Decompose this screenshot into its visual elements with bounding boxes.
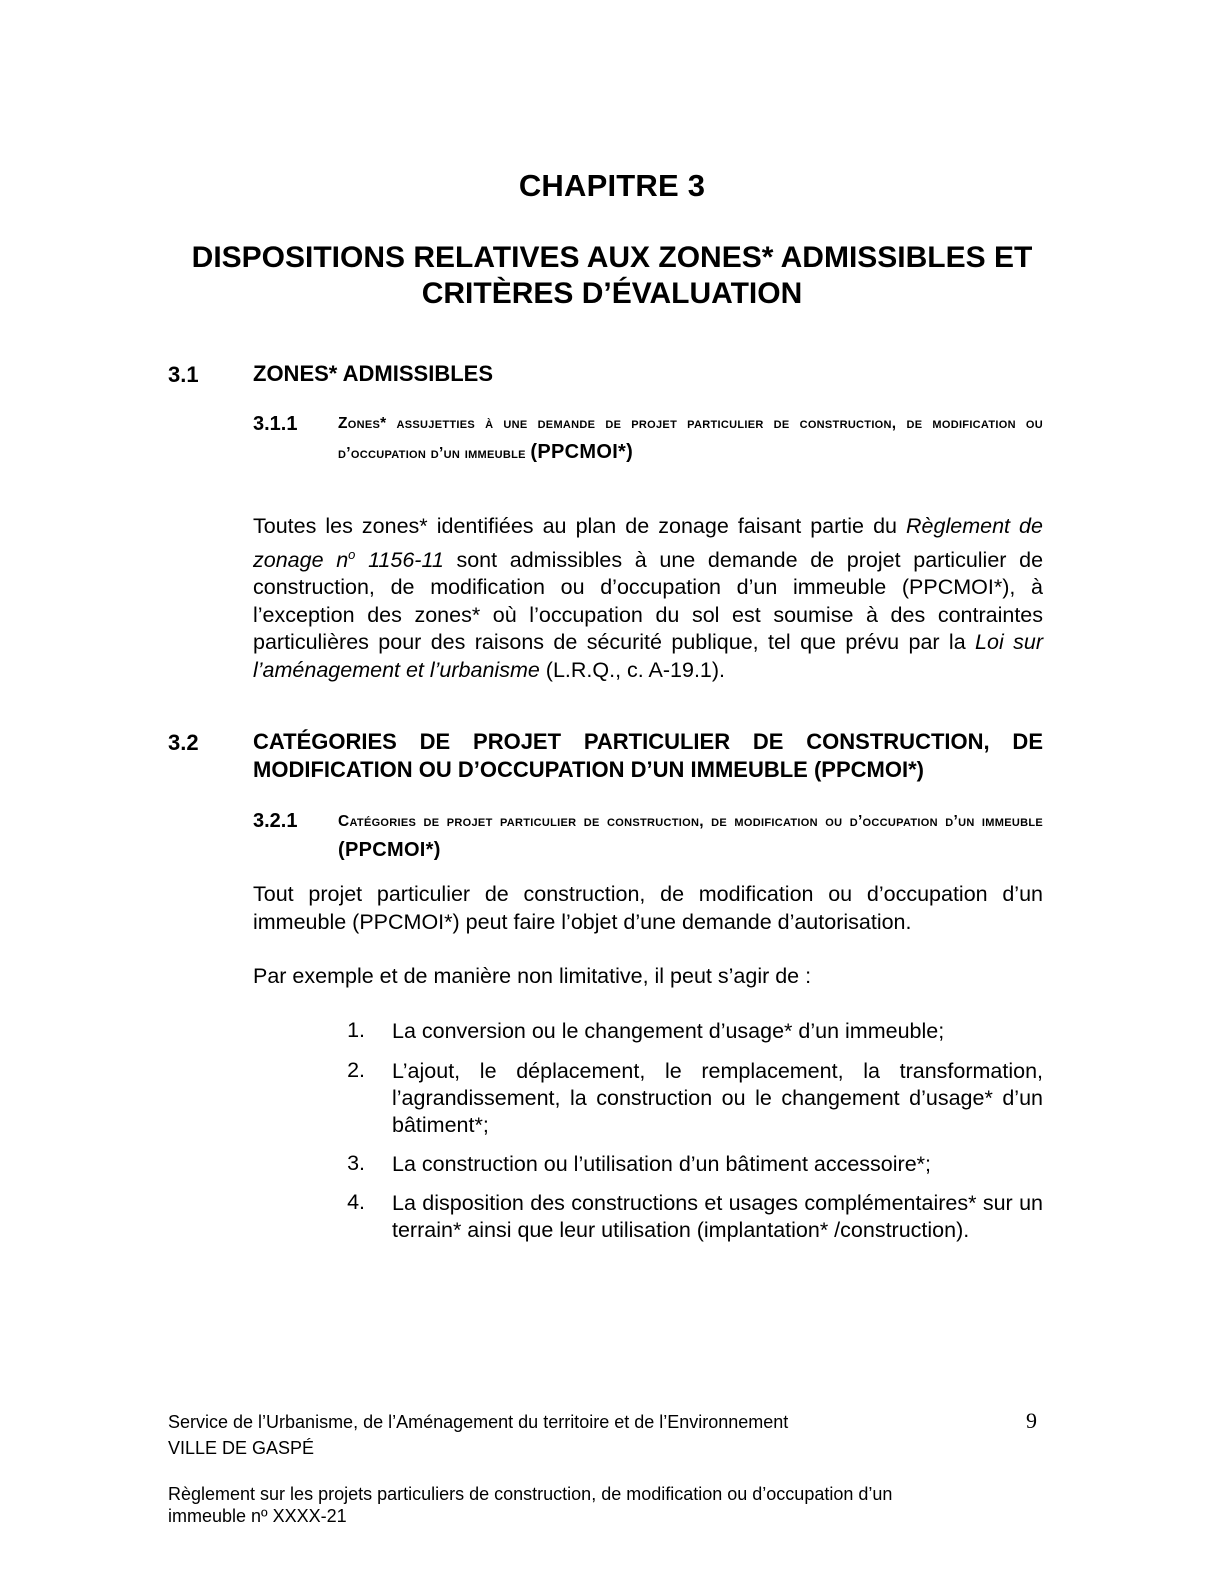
section-3-1-title: ZONES* ADMISSIBLES bbox=[253, 361, 493, 386]
chapter-label: CHAPITRE 3 bbox=[518, 168, 706, 203]
section-3-2-number: 3.2 bbox=[168, 730, 199, 755]
footer-regulation-line-2: immeuble nº XXXX-21 bbox=[168, 1506, 347, 1526]
paragraph-italic-reglement: Règlement de zonage $n^o$ 1156-11 bbox=[253, 514, 1043, 572]
subsection-3-2-1-title-main: Catégories de projet particulier de construction, de modification ou d’occupation d’un immeuble bbox=[338, 813, 1043, 830]
footer-regulation-line-1: Règlement sur les projets particuliers de construction, de modification ou d’occupation d’un bbox=[168, 1484, 893, 1504]
subsection-3-1-1-number: 3.1.1 bbox=[253, 413, 298, 435]
list-item-text: La construction ou l’utilisation d’un bâtiment accessoire*; bbox=[392, 1152, 931, 1176]
subsection-3-1-1-title-main: Zones* assujetties à une demande de projet particulier de construction, de modification ou d’occupation d’un immeuble bbox=[338, 415, 1043, 462]
list-item-text: L’ajout, le déplacement, le remplacement, la transformation, l’agrandissement, la construction ou le changement d’usage* d’un bâtiment*; bbox=[392, 1059, 1043, 1137]
subsection-3-2-1-title bbox=[338, 808, 1043, 866]
paragraph-text-1: Toutes les zones* identifiées au plan de zonage faisant partie du bbox=[253, 514, 907, 538]
paragraph-text-2: sont admissibles à une demande de projet particulier de construction, de modification ou d’occupation d’un immeuble (PPCMOI*), à l’exception des zones* où l’occupation du sol est soumise à des contraintes particulières pour des raisons de sécurité publique, tel que prévu par la bbox=[253, 547, 1044, 655]
section-3-2-paragraph-2: Par exemple et de manière non limitative, il peut s’agir de : bbox=[253, 964, 812, 988]
paragraph-italic-loi: Loi sur l’aménagement et l’urbanisme bbox=[253, 630, 1043, 682]
footer-service: Service de l’Urbanisme, de l’Aménagement du territoire et de l’Environnement bbox=[168, 1412, 789, 1432]
section-3-1-paragraph bbox=[253, 513, 1043, 684]
list-item-text: La disposition des constructions et usages complémentaires* sur un terrain* ainsi que leur utilisation (implantation* /construction). bbox=[392, 1191, 1043, 1242]
section-3-2-paragraph-1: Tout projet particulier de construction, de modification ou d’occupation d’un immeuble (PPCMOI*) peut faire l’objet d’une demande d’autorisation. bbox=[253, 882, 1043, 934]
list-item-number: 2. bbox=[347, 1058, 365, 1082]
subsection-3-1-1-title-tail: (PPCMOI*) bbox=[530, 441, 634, 463]
chapter-title: DISPOSITIONS RELATIVES AUX ZONES* ADMISSIBLES ET CRITÈRES D’ÉVALUATION bbox=[191, 241, 1033, 310]
list-item-number: 4. bbox=[347, 1190, 365, 1214]
footer-city: VILLE DE GASPÉ bbox=[168, 1438, 315, 1458]
subsection-3-2-1-number: 3.2.1 bbox=[253, 810, 298, 832]
paragraph-text-3: (L.R.Q., c. A-19.1). bbox=[539, 657, 726, 682]
list-item-number: 3. bbox=[347, 1151, 365, 1175]
list-item-text: La conversion ou le changement d’usage* d’un immeuble; bbox=[392, 1019, 945, 1043]
section-3-2-title: CATÉGORIES DE PROJET PARTICULIER DE CONSTRUCTION, DE MODIFICATION OU D’OCCUPATION D’UN IMMEUBLE (PPCMOI*) bbox=[253, 729, 1043, 782]
subsection-3-2-1-title-tail: (PPCMOI*) bbox=[338, 839, 441, 861]
list-item-number: 1. bbox=[347, 1018, 365, 1042]
section-3-1-number: 3.1 bbox=[168, 362, 199, 387]
page-number: 9 bbox=[1026, 1408, 1037, 1433]
subsection-3-1-1-title bbox=[338, 410, 1043, 468]
